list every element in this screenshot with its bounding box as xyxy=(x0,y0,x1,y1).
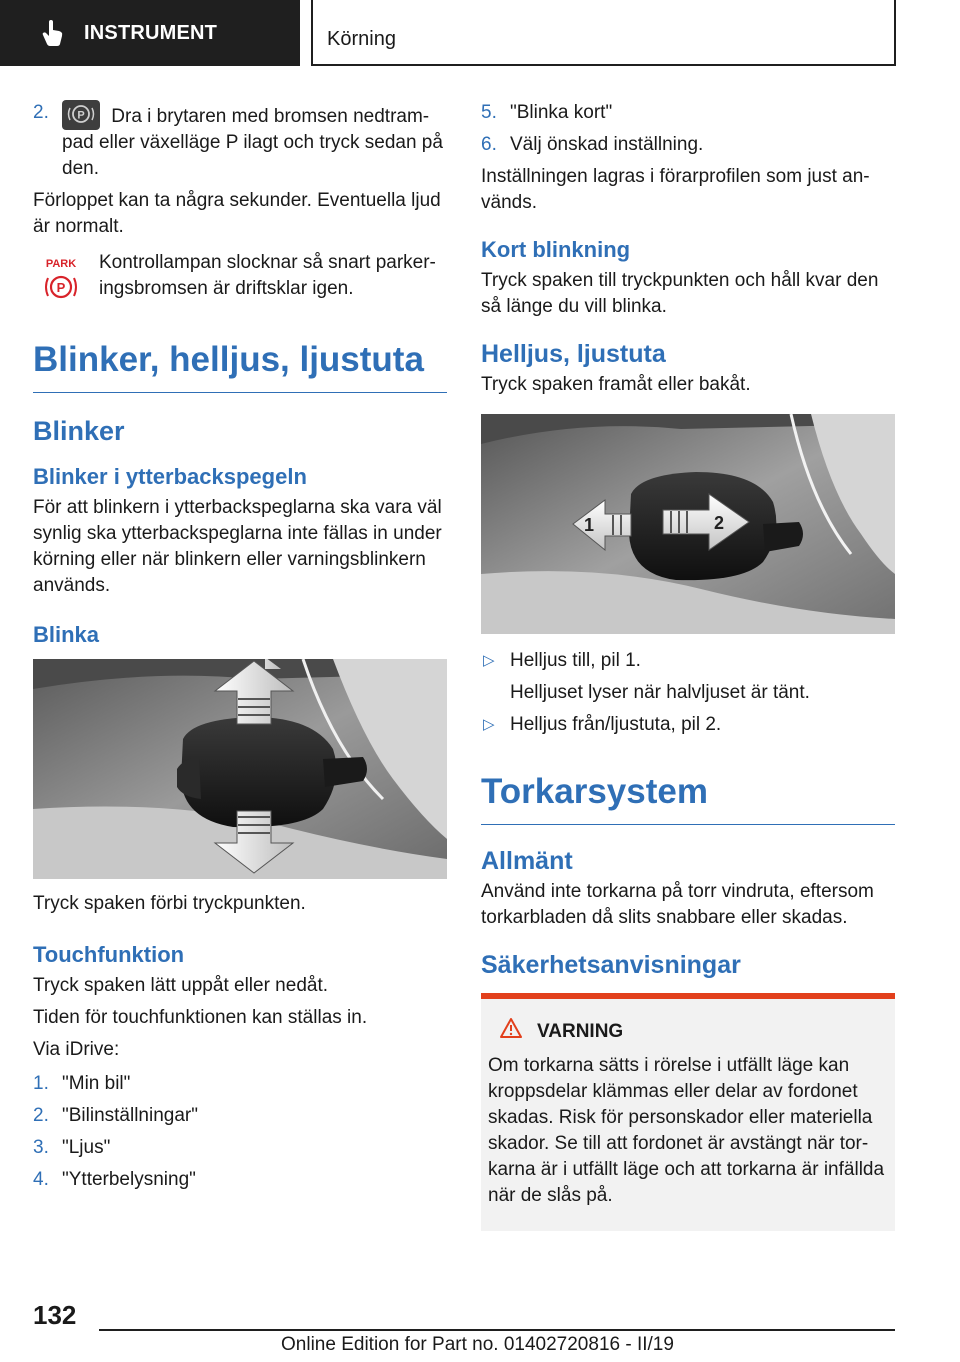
list-item xyxy=(33,1103,447,1129)
list-number: 6. xyxy=(481,134,497,155)
warning-box xyxy=(481,993,895,1231)
warning-text: Om torkarna sätts i rörelse i utfällt läge kan kroppsdelar klämmas eller delar av fordonet skadas. Risk för personskador eller materiella skador. Se till att fordonet är avstängt när tor-karna är i utfällt läge och att torkarna är infällda när de slås på. xyxy=(488,1055,885,1206)
list-number: 4. xyxy=(33,1169,49,1190)
list-item xyxy=(481,132,895,158)
warning-triangle-icon xyxy=(499,1017,523,1047)
bullet-subtext: Helljuset lyser när halvljuset är tänt. xyxy=(510,682,810,703)
subsection-heading: Allmänt xyxy=(481,847,573,875)
list-text: "Ljus" xyxy=(62,1137,111,1158)
subsection-heading: Blinker xyxy=(33,416,125,446)
body-text: Via iDrive: xyxy=(33,1039,120,1060)
list-text: "Min bil" xyxy=(62,1073,131,1094)
park-warning-icon xyxy=(39,256,83,304)
svg-text:1: 1 xyxy=(583,515,595,535)
bullet-triangle-icon: ▷ xyxy=(483,652,495,669)
svg-text:P: P xyxy=(56,280,66,295)
list-text: Välj önskad inställning. xyxy=(510,134,704,155)
section-heading: Torkarsystem xyxy=(481,772,895,825)
body-text: För att blinkern i ytterbackspeglarna ska vara väl synlig ska ytterbackspeglarna inte fällas in under körning eller när blinkern eller varningsblinkern används. xyxy=(33,497,442,596)
left-column xyxy=(33,100,447,1199)
list-number: 3. xyxy=(33,1137,49,1158)
bullet-text: Helljus från/ljustuta, pil 2. xyxy=(510,714,722,735)
bullet-item xyxy=(481,648,895,674)
chapter-title: Körning xyxy=(327,28,396,50)
bullet-text: Helljus till, pil 1. xyxy=(510,650,641,671)
list-item xyxy=(481,100,895,126)
topic-heading: Helljus, ljustuta xyxy=(481,340,666,368)
section-heading: Blinker, helljus, ljustuta xyxy=(33,340,447,393)
svg-text:P: P xyxy=(77,109,85,122)
indicator-note-text: Kontrollampan slocknar så snart parker-ingsbromsen är driftsklar igen. xyxy=(99,252,436,299)
list-item xyxy=(33,100,447,182)
image-caption: Tryck spaken förbi tryckpunkten. xyxy=(33,893,306,914)
list-number: 5. xyxy=(481,102,497,123)
body-text: Använd inte torkarna på torr vindruta, eftersom torkarbladen då slits snabbare eller skadas. xyxy=(481,881,874,928)
right-column xyxy=(481,100,895,1231)
page-number: 132 xyxy=(33,1300,77,1330)
list-text: "Blinka kort" xyxy=(510,102,613,123)
body-text: Tiden för touchfunktionen kan ställas in. xyxy=(33,1007,368,1028)
idrive-steps xyxy=(33,1071,447,1193)
hand-pointer-icon xyxy=(40,19,66,47)
list-text: Dra i brytaren med bromsen nedtram-pad eller växelläge P ilagt och tryck sedan på den. xyxy=(62,106,443,179)
topic-heading: Kort blinkning xyxy=(481,237,631,262)
list-number: 2. xyxy=(33,1105,49,1126)
body-text: Tryck spaken lätt uppåt eller nedåt. xyxy=(33,975,329,996)
turn-signal-lever-image xyxy=(33,659,447,879)
list-text: "Bilinställningar" xyxy=(62,1105,198,1126)
list-item xyxy=(33,1167,447,1193)
topic-heading: Blinka xyxy=(33,622,100,647)
topic-heading: Blinker i ytterbackspegeln xyxy=(33,464,307,489)
svg-text:PARK: PARK xyxy=(45,258,77,270)
bullet-triangle-icon: ▷ xyxy=(483,716,495,733)
section-tab xyxy=(0,0,300,66)
list-item xyxy=(33,1071,447,1097)
list-item xyxy=(33,1135,447,1161)
list-text: "Ytterbelysning" xyxy=(62,1169,196,1190)
chapter-tab xyxy=(311,0,896,66)
footer-divider xyxy=(99,1329,895,1331)
body-text: Förloppet kan ta några sekunder. Eventuella ljud är normalt. xyxy=(33,190,441,237)
high-beam-lever-image xyxy=(481,414,895,634)
body-text: Inställningen lagras i förarprofilen som just an-vänds. xyxy=(481,166,870,213)
topic-heading: Säkerhetsanvisningar xyxy=(481,951,741,979)
list-number: 1. xyxy=(33,1073,49,1094)
body-text: Tryck spaken till tryckpunkten och håll kvar den så länge du vill blinka. xyxy=(481,270,879,317)
indicator-note xyxy=(33,250,447,302)
warning-label: VARNING xyxy=(537,1021,624,1042)
svg-text:2: 2 xyxy=(713,513,725,533)
list-number: 2. xyxy=(33,102,49,123)
topic-heading: Touchfunktion xyxy=(33,942,185,967)
edition-text: Online Edition for Part no. 01402720816 - II/19 xyxy=(281,1334,674,1355)
section-title: INSTRUMENT xyxy=(84,21,218,44)
body-text: Tryck spaken framåt eller bakåt. xyxy=(481,374,751,395)
parking-brake-switch-icon xyxy=(62,100,100,130)
bullet-item xyxy=(481,712,895,738)
